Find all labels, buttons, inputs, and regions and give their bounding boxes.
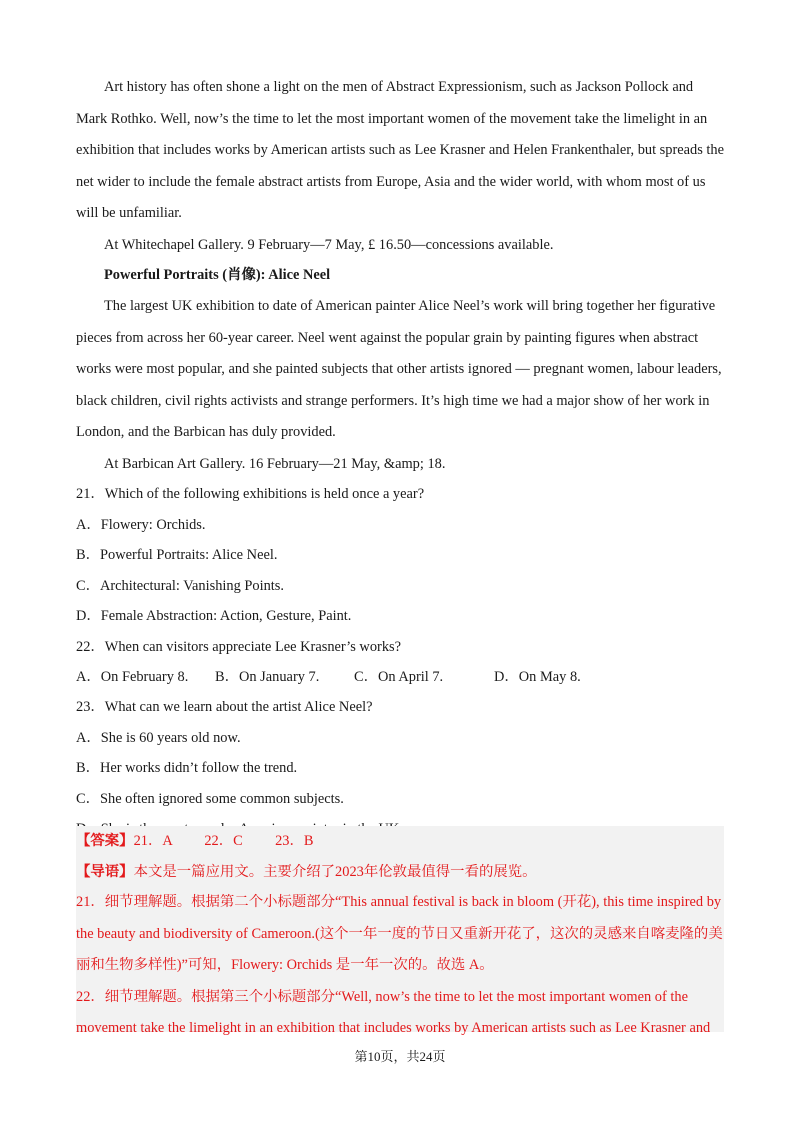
passage-paragraph-2: The largest UK exhibition to date of American painter Alice Neel’s work will bring together her figurative pieces from across her 60-year career. Neel went against the popular grain by painting figures when abstract works were most popular, and she painted subjects that other artists ignored — pregnant women, labour leaders, black children, civil rights activists and strange performers. It’s high time we had a major show of her work in London, and the Barbican has duly provided. — [76, 297, 722, 441]
question-stem: 21．Which of the following exhibitions is held once a year? — [76, 486, 425, 503]
option-b: B．On January 7. — [215, 669, 320, 686]
page-number: 第10页，共24页 — [354, 1049, 446, 1064]
section-heading-powerful-portraits: Powerful Portraits (肖像): Alice Neel — [104, 267, 331, 284]
option-b: B．Powerful Portraits: Alice Neel. — [76, 547, 278, 564]
option-d: D．On May 8. — [494, 669, 581, 686]
explanation-22: 22．细节理解题。根据第三个小标题部分“Well, now’s the time to let the most important women of the movement take the limelight in an exhibition that includes works by American artists such as Lee Krasner and — [76, 988, 711, 1037]
exhibition-info-2: At Barbican Art Gallery. 16 February—21 May, &amp; 18. — [104, 455, 446, 472]
document-body — [76, 72, 724, 845]
question-stem: 22．When can visitors appreciate Lee Krasner’s works? — [76, 638, 401, 655]
question-stem: 23．What can we learn about the artist Alice Neel? — [76, 699, 373, 716]
guide-text: 本文是一篇应用文。主要介绍了2023年伦敦最值得一看的展览。 — [133, 863, 537, 880]
option-b: B．Her works didn’t follow the trend. — [76, 760, 298, 777]
option-d: D．Female Abstraction: Action, Gesture, Paint. — [76, 608, 352, 625]
option-c: C．She often ignored some common subjects. — [76, 790, 344, 807]
question-22 — [76, 632, 724, 693]
answer-line — [76, 826, 724, 857]
question-21 — [76, 479, 724, 632]
explanation-21: 21．细节理解题。根据第二个小标题部分“This annual festival is back in bloom (开花), this time inspired by the beauty and biodiversity of Cameroon.(这个一年一度的节日又重新开花了，这次的灵感来自喀麦隆的美丽和生物多样性)”可知，Flowery: Orchids 是一年一次的。故选 A。 — [76, 894, 723, 974]
guide-label: 【导语】 — [76, 863, 134, 880]
option-a: A．On February 8. — [76, 669, 189, 686]
exhibition-info-1: At Whitechapel Gallery. 9 February—7 May, £ 16.50—concessions available. — [104, 236, 554, 253]
option-c: C．On April 7. — [354, 669, 444, 686]
question-23 — [76, 692, 724, 845]
answer-explanation-block — [76, 826, 724, 1037]
answer-label: 【答案】 — [76, 833, 134, 849]
option-c: C．Architectural: Vanishing Points. — [76, 577, 284, 594]
option-a: A．She is 60 years old now. — [76, 729, 241, 746]
answer-values: 21．A 22．C 23．B — [133, 833, 314, 849]
options-row — [76, 662, 724, 692]
passage-paragraph-1: Art history has often shone a light on the men of Abstract Expressionism, such as Jackson Pollock and Mark Rothko. Well, now’s the time to let the most important women of the movement take the limelight in an exhibition that includes works by American artists such as Lee Krasner and Helen Frankenthaler, but spreads the net wider to include the female abstract artists from Europe, Asia and the wider world, with whom most of us will be unfamiliar. — [76, 79, 725, 222]
option-a: A．Flowery: Orchids. — [76, 516, 206, 533]
guide-line — [76, 857, 724, 888]
